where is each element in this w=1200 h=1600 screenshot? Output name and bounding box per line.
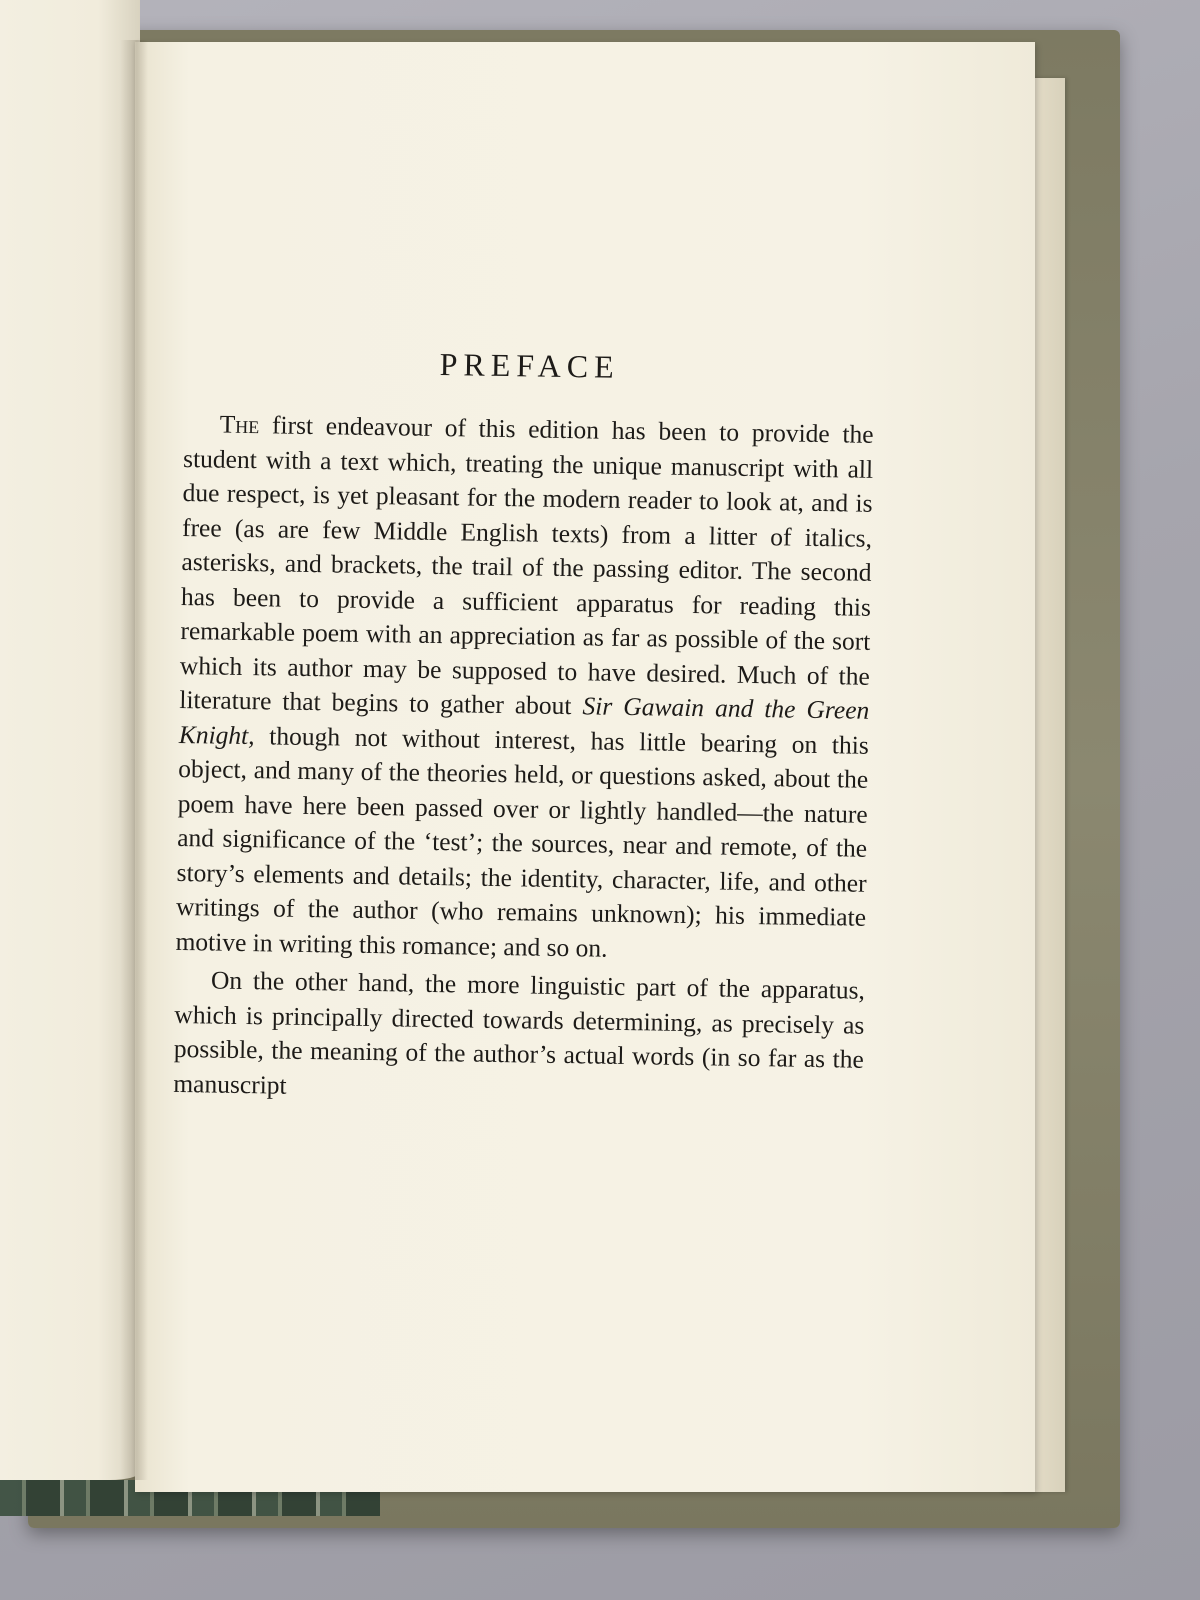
paragraph-lead-word: The xyxy=(219,409,260,440)
book-title-italic: Sir Gawain and the Green Knight, xyxy=(178,691,870,750)
right-page xyxy=(135,42,1035,1492)
left-page xyxy=(0,0,140,1480)
book-gutter-shadow xyxy=(120,40,148,1480)
paragraph-1-text-b: though not without interest, has little bearing on this object, and many of the theories held, or questions asked, about the poem have here been passed over or lightly handled—the nature and significance of the ‘test’; the sources, near and remote, of the story’s elements and details; the identity, character, life, and other writings of the author (who remains unknown); his immediate motive in writing this romance; and so on. xyxy=(175,720,869,963)
page-heading: PREFACE xyxy=(439,346,620,385)
paragraph-2: On the other hand, the more linguistic part of the apparatus, which is principally directed towards determining, as precisely as possible, the meaning of the author’s actual words (in so far as the manuscript xyxy=(173,965,866,1100)
paragraph-1-text-a: first endeavour of this edition has been to provide the student with a text which, treating the unique manuscript with all due respect, is yet pleasant for the modern reader to look at, and is free (as are few Middle English texts) from a litter of italics, asterisks, and brackets, the trail of the passing editor. The second has been to provide a sufficient apparatus for reading this remarkable poem with an appreciation as far as possible of the sort which its author may be supposed to have desired. Much of the literature that begins to gather about xyxy=(179,410,874,721)
preface-text-block xyxy=(173,342,875,1112)
paragraph-1 xyxy=(175,407,874,970)
